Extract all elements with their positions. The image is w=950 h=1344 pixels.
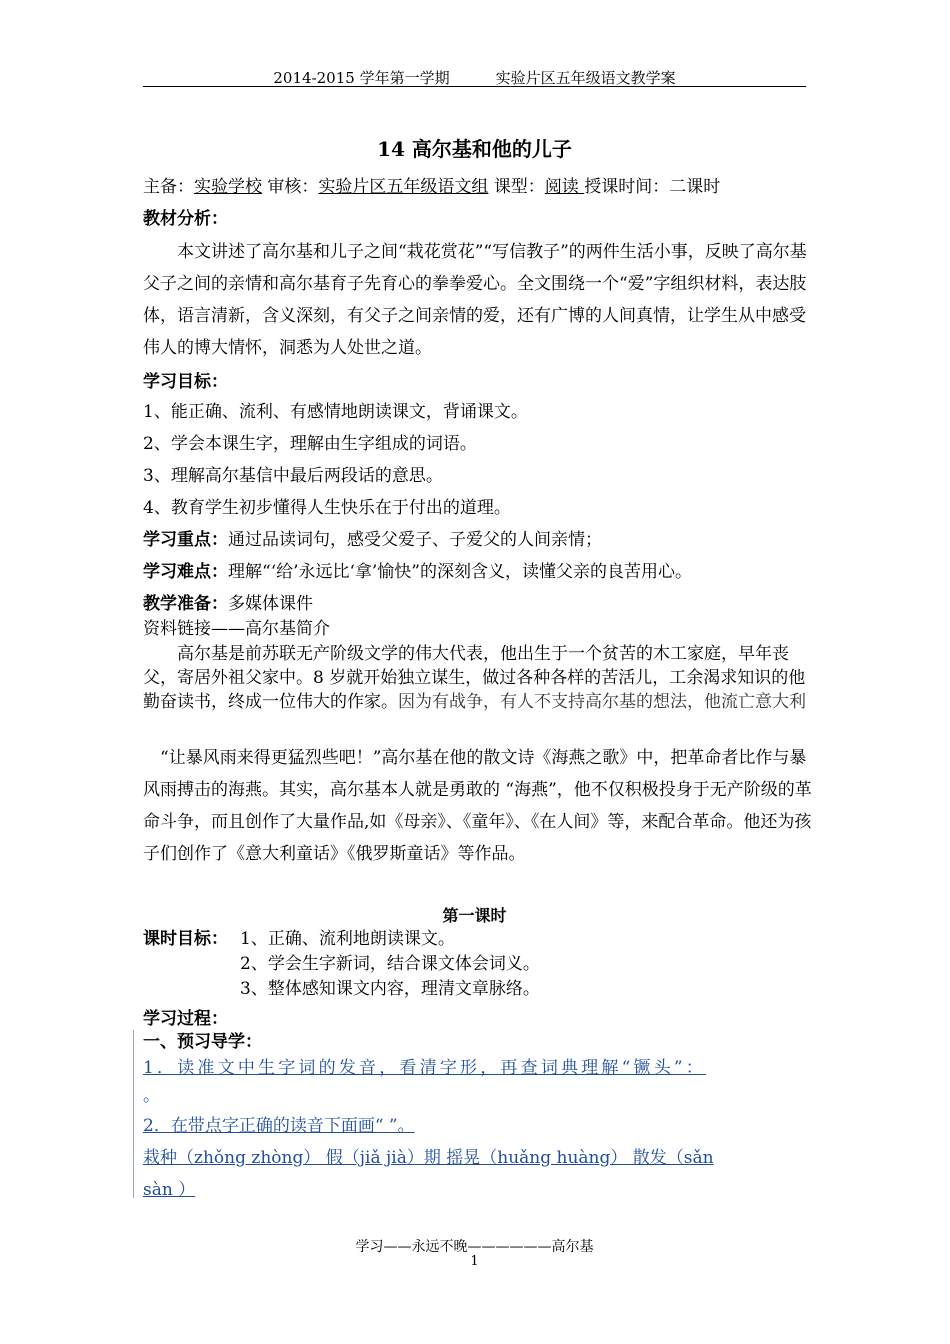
pinyin-words-line-1: 栽种（zhǒng zhòng） 假（jiǎ jià）期 摇晃（huǎng huàng） 散发（sǎn [143,1148,714,1168]
lesson-obj-2: 2、学会生字新词，结合课文体会词义。 [240,954,540,974]
preview-item-1: 1．读准文中生字词的发音，看清字形，再查词典理解“镢头”： [143,1058,706,1078]
analysis-text: 本文讲述了高尔基和儿子之间“栽花赏花”“写信教子”的两件生活小事，反映了高尔基父子之间的亲情和高尔基育子先育心的拳拳爱心。全文围绕一个“爱”字组织材料，表达肢体，语言清新，含义深刻，有父子之间亲情的爱，还有广博的人间真情，让学生从中感受伟人的博大情怀，洞悉为人处世之道。 [143,242,807,358]
prep-label: 教学准备： [143,594,228,614]
resource-p1-main: 高尔基是前苏联无产阶级文学的伟大代表，他出生于一个贫苦的木工家庭，早年丧父，寄居外祖父家中。8 岁就开始独立谋生，做过各种各样的苦活儿，工余渴求知识的他勤奋读书，终成一位伟大的作家。 [143,644,806,712]
header-rule [143,86,806,87]
revision-bar [133,1030,134,1198]
page-title: 14 高尔基和他的儿子 [377,137,572,161]
goal-item-3: 3、理解高尔基信中最后两段话的意思。 [143,466,443,486]
time-value: 二课时 [669,177,721,197]
focus-line [143,528,602,552]
prep-text: 多媒体课件 [228,594,313,614]
difficulty-text: 理解“‘给’永远比‘拿’愉快”的深刻含义，读懂父亲的良苦用心。 [228,562,692,582]
prep-line [143,592,313,616]
main-label: 主备： [143,177,194,197]
review-value: 实验片区五年级语文组 [318,177,489,197]
header-left: 2014-2015 学年第一学期 [273,69,450,87]
resource-paragraph-2: “让暴风雨来得更猛烈些吧！”高尔基在他的散文诗《海燕之歌》中，把革命者比作与暴风雨搏击的海燕。其实，高尔基本人就是勇敢的 “海燕”，他不仅积极投身于无产阶级的革命斗争，而且创作了大量作品,如《母亲》、《童年》、《在人间》等，来配合革命。他还为孩子们创作了《意大利童话》《俄罗斯童话》等作品。 [143,748,812,864]
focus-text: 通过品读词句，感受父爱子、子爱父的人间亲情； [228,530,602,550]
goals-label: 学习目标： [143,372,228,392]
section-preview: 一、预习导学： [143,1032,262,1052]
review-label: 审核： [267,177,319,197]
pinyin-words-line-2: sàn ） [143,1180,196,1200]
lesson-obj-3: 3、整体感知课文内容，理清文章脉络。 [240,979,540,999]
main-value: 实验学校 [194,177,262,197]
goal-item-4: 4、教育学生初步懂得人生快乐在于付出的道理。 [143,498,511,518]
lesson-obj-label: 课时目标： [143,929,228,949]
type-label: 课型： [493,177,545,197]
preview-item-2: 2．在带点字正确的读音下面画“ ”。 [143,1116,415,1136]
footer-quote: 学习——永远不晚——————高尔基 [355,1239,594,1255]
time-label: 授课时间： [584,177,670,197]
header-right: 实验片区五年级语文教学案 [495,69,676,87]
process-label: 学习过程： [143,1009,228,1029]
difficulty-label: 学习难点： [143,562,228,582]
resource-p1-extra: 因为有战争，有人不支持高尔基的想法，他流亡意大利 [398,692,806,712]
focus-label: 学习重点： [143,530,228,550]
lesson-obj-1: 1、正确、流利地朗读课文。 [240,929,455,949]
page-number: 1 [470,1254,479,1269]
resource-title: 资料链接——高尔基简介 [143,619,330,639]
analysis-label: 教材分析： [143,209,228,229]
meta-line [143,175,720,199]
resource-paragraph-1 [143,642,813,714]
goal-item-2: 2、学会本课生字，理解由生字组成的词语。 [143,434,477,454]
page-header [143,67,806,88]
goal-item-1: 1、能正确、流利、有感情地朗读课文，背诵课文。 [143,402,528,422]
lesson-heading: 第一课时 [442,906,507,925]
difficulty-line [143,560,692,584]
preview-item-1-cont: 。 [143,1086,160,1106]
type-value: 阅读 [544,177,585,197]
